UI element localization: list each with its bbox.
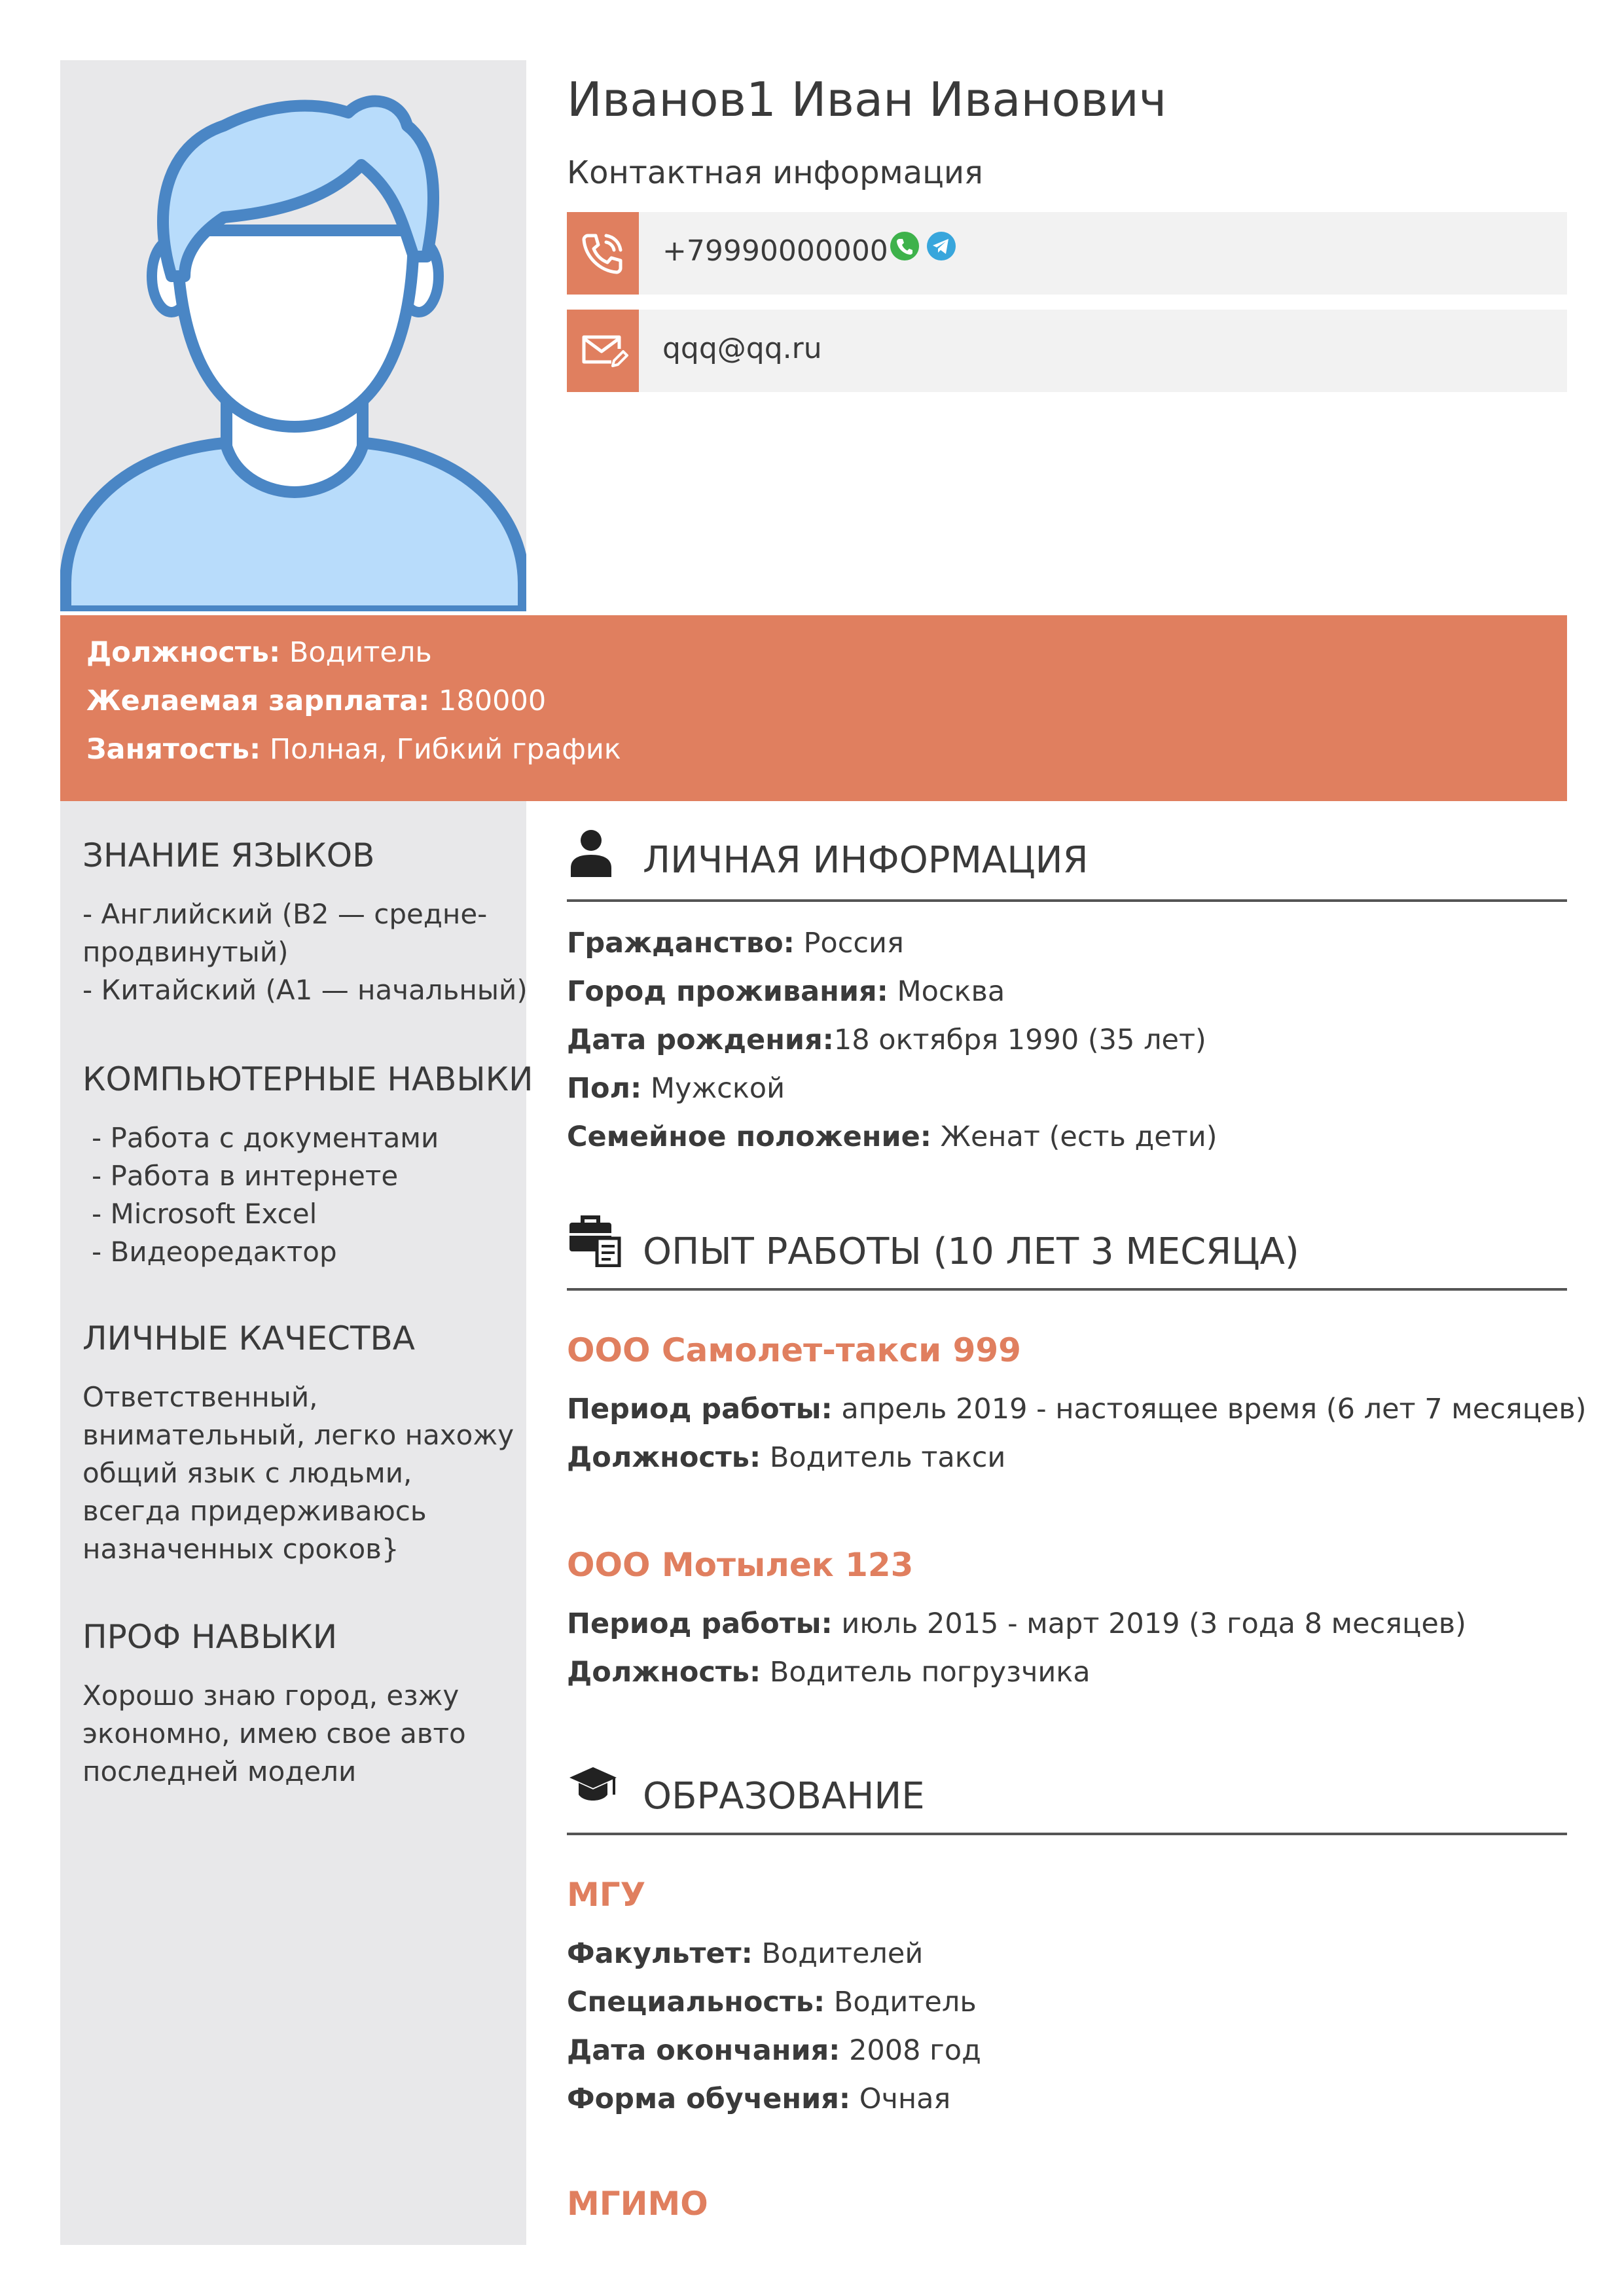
graduation-date: Дата окончания: 2008 год (567, 2034, 981, 2067)
divider (567, 899, 1567, 902)
languages-heading: ЗНАНИЕ ЯЗЫКОВ (82, 836, 375, 874)
study-form: Форма обучения: Очная (567, 2083, 951, 2115)
computer-skill: - Работа в интернете (92, 1160, 399, 1192)
computer-skill: - Работа с документами (92, 1122, 439, 1154)
work-period: Период работы: июль 2015 - март 2019 (3 года 8 месяцев) (567, 1607, 1466, 1640)
company-name: ООО Мотылек 123 (567, 1546, 914, 1584)
summary-band (60, 615, 1567, 801)
prof-skills-text: Хорошо знаю город, езжу экономно, имею свое авто последней модели (82, 1679, 466, 1787)
gender: Пол: Мужской (567, 1072, 785, 1105)
city: Город проживания: Москва (567, 975, 1005, 1008)
qualities-text: Ответственный, внимательный, легко нахожу общий язык с людьми, всегда придерживаюсь назначенных сроков} (82, 1381, 514, 1565)
computer-skill: - Видеоредактор (92, 1236, 337, 1268)
computer-skill: - Microsoft Excel (92, 1198, 317, 1230)
desired-position: Должность: Водитель (86, 636, 432, 669)
contact-title: Контактная информация (567, 154, 983, 191)
person-icon (568, 829, 614, 878)
language-line: продвинутый) (82, 936, 289, 968)
avatar-face (177, 230, 414, 427)
language-line: - Китайский (A1 — начальный) (82, 974, 528, 1006)
computer-skills-list (92, 1119, 439, 1271)
email-icon-box (567, 310, 639, 392)
desired-salary: Желаемая зарплата: 180000 (86, 685, 547, 717)
whatsapp-icon[interactable] (889, 230, 920, 262)
email-address[interactable]: qqq@qq.ru (662, 332, 822, 365)
computer-skills-heading: КОМПЬЮТЕРНЫЕ НАВЫКИ (82, 1060, 533, 1098)
citizenship: Гражданство: Россия (567, 927, 904, 960)
telegram-icon[interactable] (926, 230, 957, 262)
avatar (60, 60, 526, 611)
marital-status: Семейное положение: Женат (есть дети) (567, 1121, 1218, 1153)
phone-icon-box (567, 212, 639, 295)
phone-icon (579, 229, 627, 278)
languages-list (82, 895, 528, 1009)
experience-heading: ОПЫТ РАБОТЫ (10 ЛЕТ 3 МЕСЯЦА) (643, 1230, 1299, 1273)
divider (567, 1288, 1567, 1291)
education-heading: ОБРАЗОВАНИЕ (643, 1775, 925, 1818)
email-icon (579, 327, 628, 375)
graduation-cap-icon (568, 1765, 618, 1806)
prof-skills-heading: ПРОФ НАВЫКИ (82, 1618, 338, 1656)
job-position: Должность: Водитель погрузчика (567, 1656, 1091, 1689)
institution-name: МГУ (567, 1876, 646, 1914)
language-line: - Английский (B2 — средне- (82, 898, 488, 930)
sidebar (60, 801, 533, 2245)
faculty: Факультет: Водителей (567, 1937, 924, 1970)
employment-type: Занятость: Полная, Гибкий график (86, 733, 621, 766)
company-name: ООО Самолет-такси 999 (567, 1331, 1021, 1369)
specialty: Специальность: Водитель (567, 1986, 977, 2018)
resume-name: Иванов1 Иван Иванович (567, 72, 1167, 127)
birth-date: Дата рождения:18 октября 1990 (35 лет) (567, 1024, 1206, 1056)
job-position: Должность: Водитель такси (567, 1441, 1006, 1474)
email-row (567, 310, 1567, 392)
divider (567, 1833, 1567, 1835)
phone-number[interactable]: +79990000000 (662, 234, 888, 268)
qualities-heading: ЛИЧНЫЕ КАЧЕСТВА (82, 1319, 416, 1357)
phone-row (567, 212, 1567, 295)
institution-name: МГИМО (567, 2185, 708, 2223)
personal-info-heading: ЛИЧНАЯ ИНФОРМАЦИЯ (643, 839, 1089, 882)
work-period: Период работы: апрель 2019 - настоящее время (6 лет 7 месяцев) (567, 1393, 1587, 1426)
briefcase-icon (568, 1215, 622, 1267)
